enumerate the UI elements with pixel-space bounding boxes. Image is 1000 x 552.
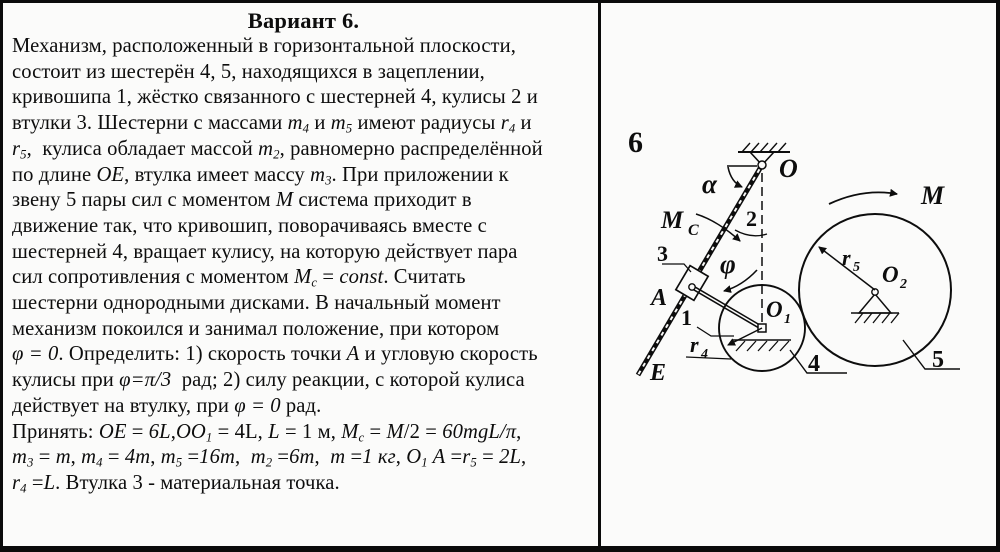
- problem-line: звену 5 пары сил с моментом M система приходит в: [12, 189, 472, 212]
- alpha-angle-arrow: [728, 167, 742, 187]
- point-O1-sub: 1: [784, 312, 791, 327]
- link-2-label: 2: [746, 206, 757, 231]
- problem-line: втулки 3. Шестерни с массами $m_4$ и $m_5$ имеют радиусы $r_4$ и: [12, 112, 532, 136]
- problem-statement: [12, 34, 595, 497]
- problem-line: по длине OE, втулка имеет массу $m_3$. При приложении к: [12, 163, 509, 188]
- point-E-label: E: [650, 360, 667, 386]
- problem-line: Механизм, расположенный в горизонтальной плоскости,: [12, 35, 517, 57]
- gear-5-label: 5: [932, 347, 944, 373]
- moment-Mc-label: M: [661, 207, 684, 234]
- radius-r4-label: r: [690, 332, 699, 357]
- point-O2-sub: 2: [900, 277, 907, 292]
- link-1-label: 1: [681, 305, 692, 330]
- problem-line: кулисы при φ=π/3 рад; 2) силу реакции, с которой кулиса: [12, 369, 525, 392]
- rod-2-kulisa: [637, 164, 764, 376]
- moment-M-label: M: [921, 181, 945, 210]
- problem-line: движение так, что кривошип, поворачиваясь вместе с: [12, 214, 487, 237]
- problem-line: $m_3 = m$, $m_4 = 4m$, $m_5 =16m$, $m_2 =6m$, m =1 кг, $O_1$ $A =r_5 = 2L$,: [12, 446, 527, 470]
- pin-O: [758, 161, 766, 169]
- problem-line: шестерней 4, вращает кулису, на которую действует пара: [12, 240, 518, 263]
- gear-4-label: 4: [808, 351, 820, 377]
- moment-M-arrow: [829, 192, 897, 204]
- mechanism-figure: [601, 3, 996, 546]
- problem-line: φ = 0. Определить: 1) скорость точки A и угловую скорость: [12, 343, 538, 366]
- pin-A: [689, 284, 695, 290]
- problem-line: состоит из шестерён 4, 5, находящихся в зацеплении,: [12, 60, 485, 83]
- point-O2-label: O: [882, 262, 899, 287]
- rod-1-crank: [691, 286, 763, 330]
- problem-line: шестерни однородными дисками. В начальный момент: [12, 292, 501, 315]
- problem-line: сил сопротивления с моментом $M_c$ = const. Считать: [12, 266, 466, 290]
- radius-r5-sub: 5: [853, 260, 860, 275]
- phi-label: φ: [720, 249, 736, 279]
- figure-number: 6: [628, 126, 643, 159]
- problem-line: $r_5$, кулиса обладает массой $m_2$, равномерно распределённой: [12, 137, 543, 162]
- point-A-label: A: [651, 285, 668, 311]
- link-3-label: 3: [657, 241, 668, 266]
- moment-Mc-sub: C: [688, 222, 699, 239]
- radius-r4-sub: 4: [701, 347, 708, 362]
- problem-line: $r_4 =L$. Втулка 3 - материальная точка.: [12, 471, 340, 496]
- problem-line: действует на втулку, при φ = 0 рад.: [12, 394, 322, 417]
- support-O2: [851, 294, 899, 323]
- radius-r5-label: r: [842, 245, 851, 270]
- problem-line: Принять: OE = $6L,OO_1 = 4L$, L = 1 м, $M_c = M/2 = 60mgL/\pi$,: [12, 420, 522, 445]
- problem-line: механизм покоился и занимал положение, при котором: [12, 317, 500, 340]
- point-O1-label: O: [766, 297, 783, 322]
- problem-line: кривошипа 1, жёстко связанного с шестерней 4, кулисы 2 и: [12, 86, 538, 109]
- variant-title: Вариант 6.: [247, 8, 360, 33]
- label-1-leader: [697, 327, 734, 336]
- mechanism-diagram: [601, 3, 996, 546]
- point-O-label: O: [779, 154, 798, 183]
- problem-text-panel: [3, 3, 595, 546]
- label-r4-leader: [686, 357, 731, 359]
- alpha-label: α: [702, 169, 717, 199]
